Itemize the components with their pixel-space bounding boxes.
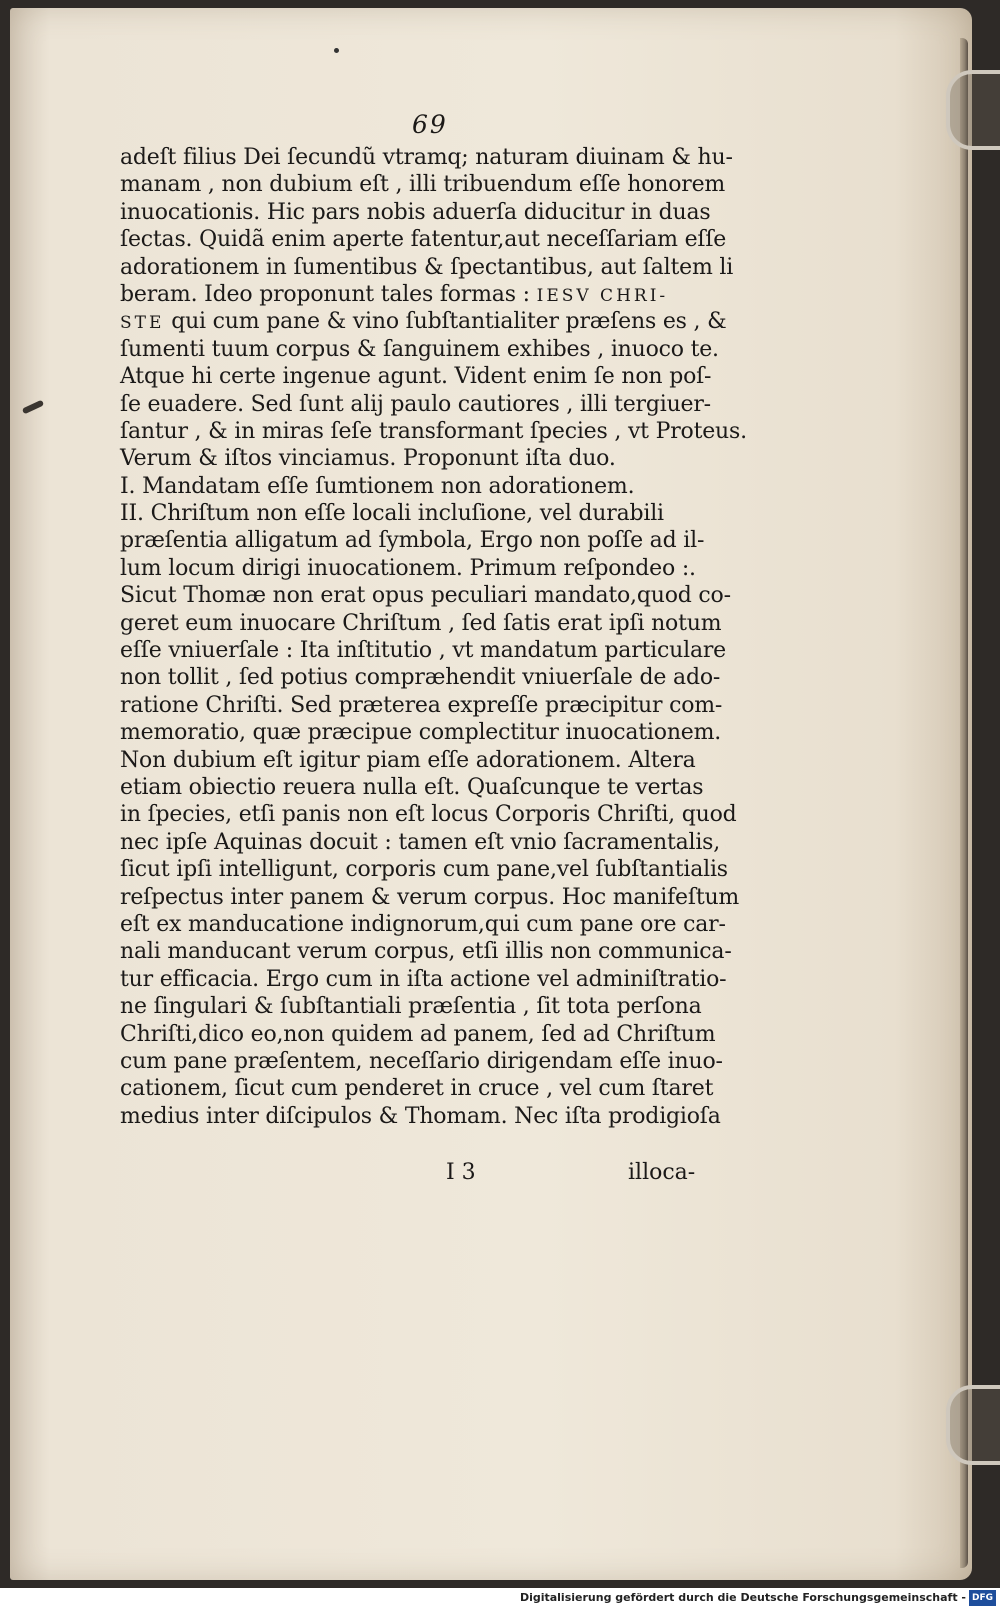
book-page	[10, 8, 972, 1580]
text-line: cationem, ſicut cum penderet in cruce , vel cum ſtaret	[120, 1076, 714, 1102]
text-line: II. Chriſtum non eſſe locali incluſione, vel durabili	[120, 501, 664, 527]
page-footer	[120, 1160, 720, 1190]
text-line: ne ſingulari & ſubſtantiali præſentia , ſit tota perſona	[120, 994, 702, 1020]
clasp-bottom	[946, 1385, 1000, 1465]
text-line: manam , non dubium eſt , illi tribuendum eſſe honorem	[120, 172, 726, 198]
text-line: eſſe vniuerſale : Ita inſtitutio , vt mandatum particulare	[120, 638, 726, 664]
text-line: eſt ex manducatione indignorum,qui cum pane ore car-	[120, 911, 726, 937]
text-line: Sicut Thomæ non erat opus peculiari mandato,quod co-	[120, 583, 731, 609]
text-line: in ſpecies, etſi panis non eſt locus Corporis Chriſti, quod	[120, 802, 737, 828]
text-line: præſentia alligatum ad ſymbola, Ergo non poſſe ad il-	[120, 528, 705, 554]
text-line: ratione Chriſti. Sed præterea expreſſe præcipitur com-	[120, 692, 723, 718]
text-line: nec ipſe Aquinas docuit : tamen eſt vnio ſacramentalis,	[120, 829, 721, 855]
text-line: ſicut ipſi intelligunt, corporis cum pane,vel ſubſtantialis	[120, 857, 728, 883]
signature-mark: I 3	[446, 1160, 476, 1185]
text-line: cum pane præſentem, neceſſario dirigendam eſſe inuo-	[120, 1048, 723, 1074]
text-line: memoratio, quæ præcipue complectitur inuocationem.	[120, 720, 722, 746]
clasp-top	[946, 70, 1000, 150]
text-line: ſumenti tuum corpus & ſanguinem exhibes , inuoco te.	[120, 336, 719, 362]
text-line: lum locum dirigi inuocationem. Primum reſpondeo :.	[120, 555, 696, 581]
text-line: ſantur , & in miras ſeſe transformant ſpecies , vt Proteus.	[120, 418, 747, 444]
text-line: I. Mandatam eſſe ſumtionem non adorationem.	[120, 473, 635, 499]
text-line: reſpectus inter panem & verum corpus. Hoc manifeſtum	[120, 884, 740, 910]
text-line: adeſt filius Dei ſecundũ vtramq; naturam diuinam & hu-	[120, 145, 733, 170]
page-edge	[960, 38, 968, 1568]
margin-mark	[22, 400, 44, 415]
text-line: medius inter diſcipulos & Thomam. Nec iſta prodigioſa	[120, 1103, 721, 1129]
text-line: adorationem in ſumentibus & ſpectantibus, aut ſaltem li	[120, 254, 734, 280]
text-line: geret eum inuocare Chriſtum , ſed ſatis erat ipſi notum	[120, 610, 722, 636]
text-line: nali manducant verum corpus, etſi illis non communica-	[120, 939, 732, 965]
text-line	[120, 281, 732, 308]
text-line: non tollit , ſed potius compræhendit vniuerſale de ado-	[120, 665, 721, 691]
text-line: Chriſti,dico eo,non quidem ad panem, ſed ad Chriſtum	[120, 1021, 716, 1047]
credit-bar	[0, 1588, 1000, 1610]
funding-credit: Digitalisierung gefördert durch die Deutsche Forschungsgemeinschaft -	[519, 1591, 966, 1604]
page-number: 69	[412, 110, 448, 139]
invocation-name-continued: STE	[120, 313, 165, 334]
catchword: illoca-	[628, 1160, 696, 1185]
text-line: ſe euadere. Sed ſunt alij paulo cautiores , illi tergiuer-	[120, 391, 711, 417]
text-line: ſectas. Quidã enim aperte fatentur,aut neceſſariam eſſe	[120, 227, 727, 253]
text-line: tur efficacia. Ergo cum in iſta actione vel adminiſtratio-	[120, 966, 727, 992]
text-segment: qui cum pane & vino ſubſtantialiter præſens es , &	[171, 309, 727, 335]
text-line: inuocationis. Hic pars nobis aduerſa diducitur in duas	[120, 199, 711, 225]
text-segment: beram. Ideo proponunt tales formas :	[120, 281, 530, 307]
text-line: Verum & iſtos vinciamus. Proponunt iſta duo.	[120, 446, 616, 472]
text-line	[120, 308, 732, 335]
body-text	[120, 144, 747, 1130]
invocation-name: IESV CHRI-	[536, 285, 669, 306]
text-line: Non dubium eſt igitur piam eſſe adorationem. Altera	[120, 747, 696, 773]
text-line: Atque hi certe ingenue agunt. Vident enim ſe non poſ-	[120, 364, 712, 390]
dfg-logo: DFG	[969, 1590, 996, 1606]
ink-dot	[334, 48, 339, 53]
text-line: etiam obiectio reuera nulla eſt. Quaſcunque te vertas	[120, 774, 704, 800]
